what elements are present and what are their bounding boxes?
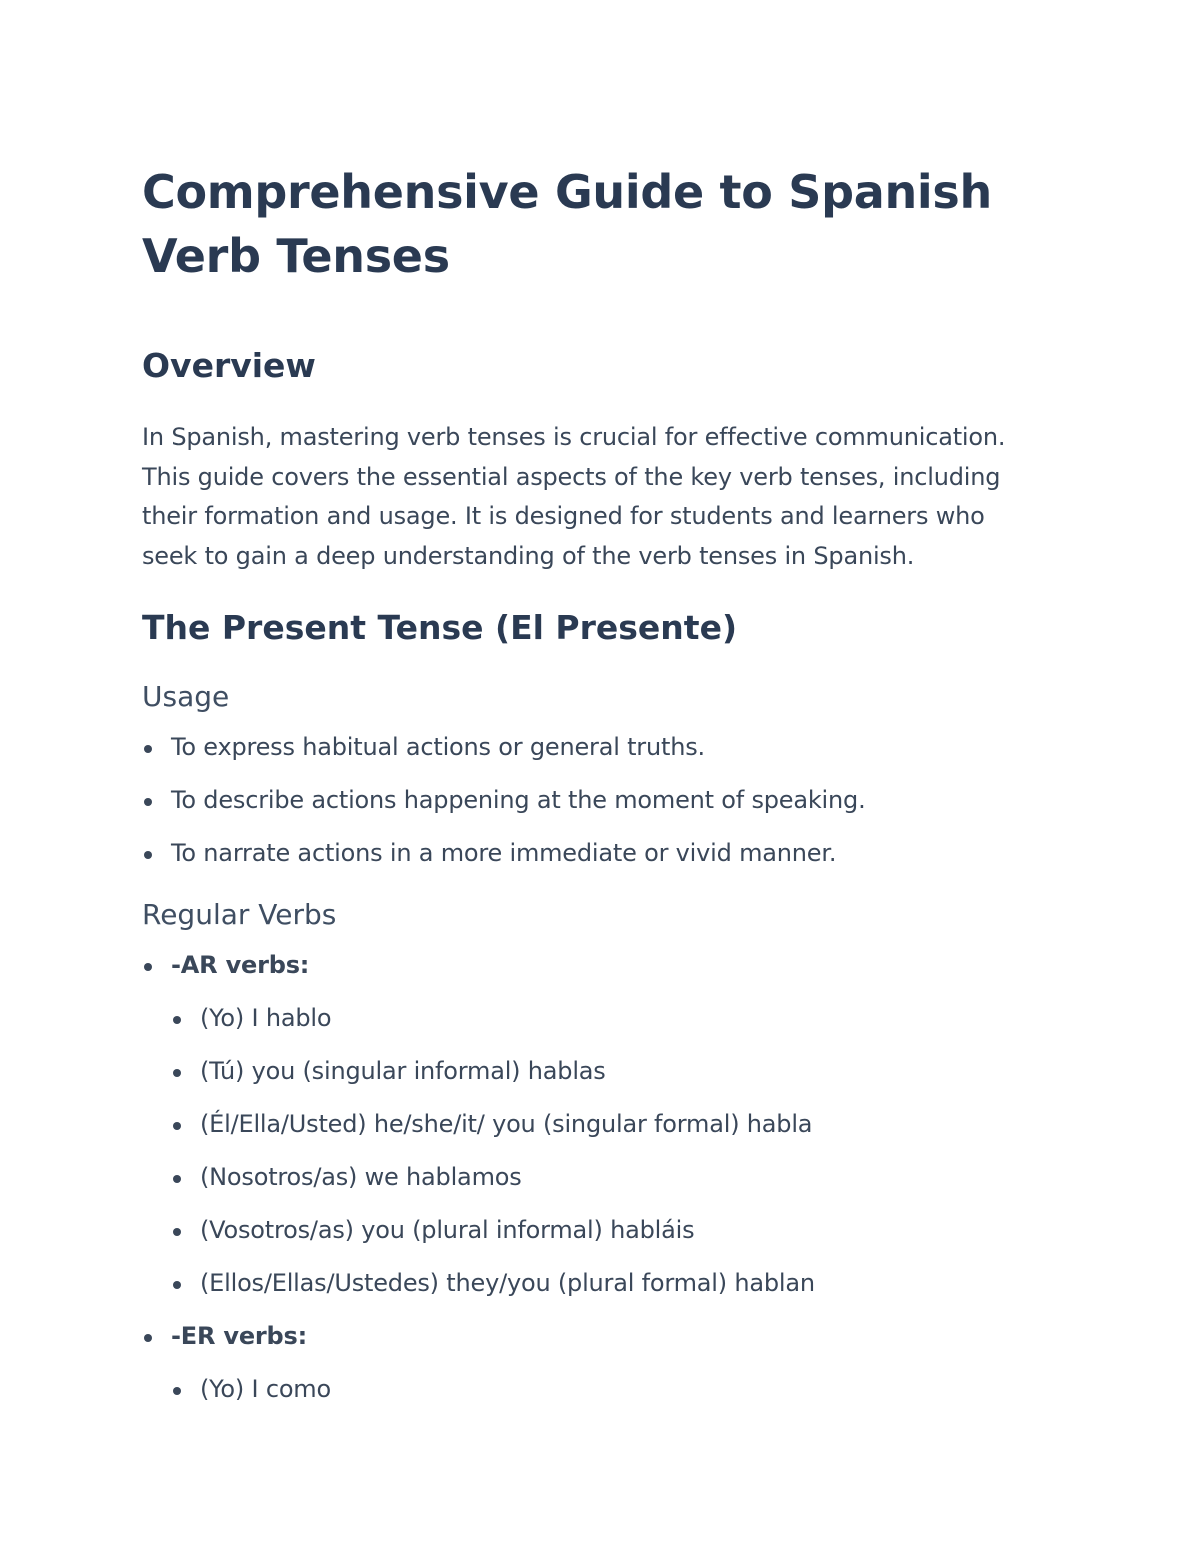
conjugation-item: (Ellos/Ellas/Ustedes) they/you (plural formal) hablan bbox=[171, 1264, 1042, 1304]
usage-list bbox=[142, 728, 1042, 874]
conjugation-item: (Nosotros/as) we hablamos bbox=[171, 1158, 1042, 1198]
regular-verbs-heading: Regular Verbs bbox=[142, 897, 337, 931]
conjugation-item: (Tú) you (singular informal) hablas bbox=[171, 1052, 1042, 1092]
ar-conjugation-list bbox=[171, 999, 1042, 1304]
list-item: To express habitual actions or general truths. bbox=[142, 728, 1042, 768]
conjugation-item: (Yo) I como bbox=[171, 1370, 1042, 1410]
overview-heading: Overview bbox=[142, 346, 316, 385]
overview-paragraph: In Spanish, mastering verb tenses is crucial for effective communication. This guide covers the essential aspects of the key verb tenses, including their formation and usage. It is designed for students and learners who seek to gain a deep understanding of the verb tenses in Spanish. bbox=[142, 423, 1006, 570]
list-item: To narrate actions in a more immediate or vivid manner. bbox=[142, 834, 1042, 874]
conjugation-item: (Yo) I hablo bbox=[171, 999, 1042, 1039]
page-title: Comprehensive Guide to Spanish Verb Tenses bbox=[142, 165, 992, 283]
list-item-ar-verbs bbox=[142, 946, 1042, 1304]
conjugation-item: (Él/Ella/Usted) he/she/it/ you (singular formal) habla bbox=[171, 1105, 1042, 1145]
er-conjugation-list bbox=[171, 1370, 1042, 1410]
present-tense-heading: The Present Tense (El Presente) bbox=[142, 608, 738, 647]
conjugation-item: (Vosotros/as) you (plural informal) habláis bbox=[171, 1211, 1042, 1251]
ar-verbs-label: -AR verbs: bbox=[171, 950, 310, 979]
regular-verbs-list bbox=[142, 946, 1042, 1410]
list-item-er-verbs bbox=[142, 1317, 1042, 1410]
document-page bbox=[142, 160, 1042, 1423]
usage-heading: Usage bbox=[142, 680, 230, 713]
list-item: To describe actions happening at the moment of speaking. bbox=[142, 781, 1042, 821]
er-verbs-label: -ER verbs: bbox=[171, 1321, 308, 1350]
